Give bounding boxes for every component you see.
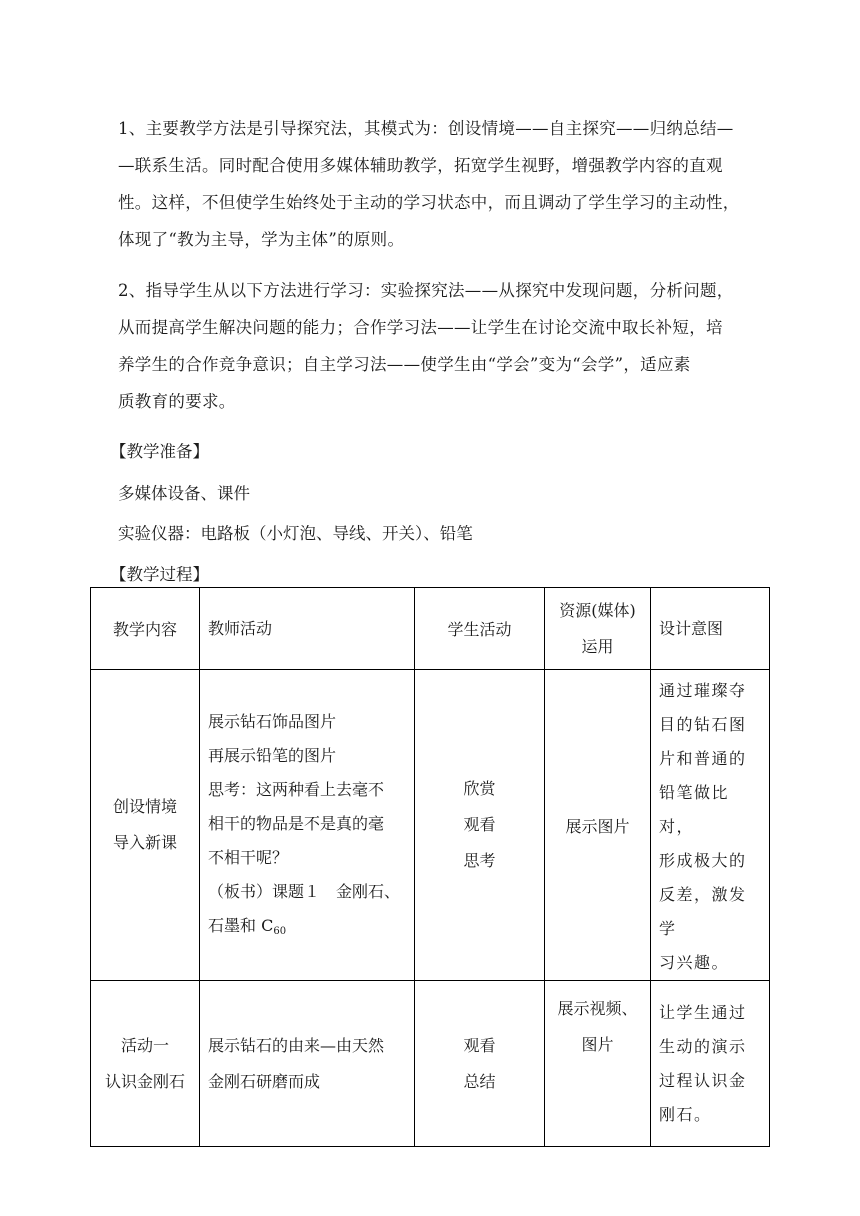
cell-teacher: 展示钻石的由来—由天然 金刚石研磨而成 (200, 981, 415, 1147)
cell-intent: 通过璀璨夺 目的钻石图 片和普通的 铅笔做比对， 形成极大的 反差，激发学 习兴趣。 (651, 670, 770, 981)
header-cell: 教学内容 (91, 588, 200, 670)
cell-intent: 让学生通过 生动的演示 过程认识金 刚石。 (651, 981, 770, 1147)
cell-resource: 展示图片 (545, 670, 651, 981)
cell-resource: 展示视频、 图片 (545, 981, 651, 1147)
text-line: 从而提高学生解决问题的能力；合作学习法——让学生在讨论交流中取长补短，培 (118, 318, 723, 337)
text-line: 2、指导学生从以下方法进行学习：实验探究法——从探究中发现问题，分析问题， (118, 281, 734, 300)
cell-content: 活动一 认识金刚石 (91, 981, 200, 1147)
cell-content: 创设情境 导入新课 (91, 670, 200, 981)
cell-student: 观看 总结 (415, 981, 545, 1147)
table-header-row (91, 588, 770, 670)
cell-teacher: 展示钻石饰品图片 再展示铅笔的图片 思考：这两种看上去毫不 相干的物品是不是真的毫 不相干呢？ （板书）课题１ 金刚石、 石墨和 $C_{60}$ (200, 670, 415, 981)
text-line: 养学生的合作竞争意识；自主学习法——使学生由“学会”变为“会学”，适应素 (118, 355, 691, 374)
header-cell: 学生活动 (415, 588, 545, 670)
cell-student: 欣赏 观看 思考 (415, 670, 545, 981)
section-heading-preparation: 【教学准备】 (110, 442, 209, 461)
section-heading-process: 【教学过程】 (110, 565, 209, 584)
header-cell: 设计意图 (651, 588, 770, 670)
table-row (91, 981, 770, 1147)
preparation-line: 多媒体设备、课件 (118, 484, 250, 503)
text-line: 体现了“教为主导，学为主体”的原则。 (118, 230, 405, 249)
text-line: 1、主要教学方法是引导探究法，其模式为：创设情境——自主探究——归纳总结— (118, 119, 734, 138)
text-line: —联系生活。同时配合使用多媒体辅助教学，拓宽学生视野，增强教学内容的直观 (118, 156, 723, 175)
header-cell: 教师活动 (200, 588, 415, 670)
teaching-process-table (90, 587, 770, 1147)
preparation-line: 实验仪器：电路板（小灯泡、导线、开关）、铅笔 (118, 524, 473, 543)
text-line: 质教育的要求。 (118, 392, 236, 411)
learning-method-paragraph (118, 272, 768, 420)
teaching-method-paragraph (118, 110, 768, 258)
table-row (91, 670, 770, 981)
header-cell: 资源(媒体) 运用 (545, 588, 651, 670)
text-line: 性。这样，不但使学生始终处于主动的学习状态中，而且调动了学生学习的主动性， (118, 193, 740, 212)
